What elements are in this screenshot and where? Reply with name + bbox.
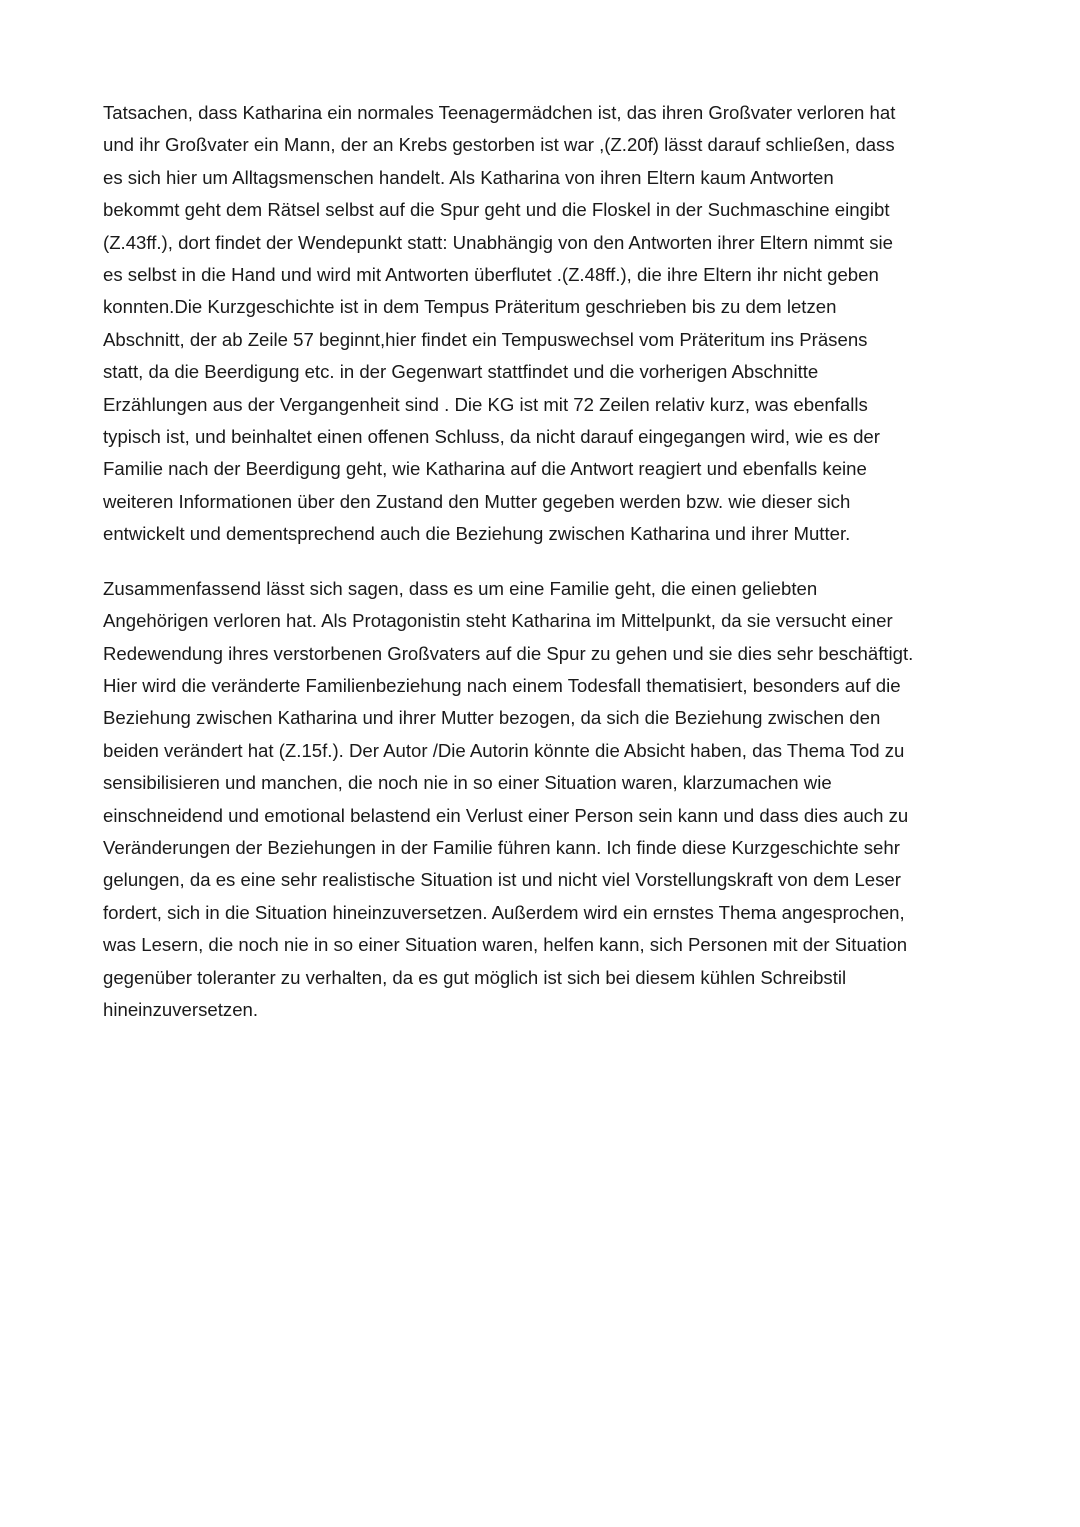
paragraph: Tatsachen, dass Katharina ein normales Teenagermädchen ist, das ihren Großvater verloren hat und ihr Großvater ein Mann, der an Krebs gestorben ist war ,(Z.20f) lässt darauf schließen, dass es sich hier um Alltagsmenschen handelt. Als Katharina von ihren Eltern kaum Antworten bekommt geht dem Rätsel selbst auf die Spur geht und die Floskel in der Suchmaschine eingibt (Z.43ff.), dort findet der Wendepunkt statt: Unabhängig von den Antworten ihrer Eltern nimmt sie es selbst in die Hand und wird mit Antworten überflutet .(Z.48ff.), die ihre Eltern ihr nicht geben konnten.Die Kurzgeschichte ist in dem Tempus Präteritum geschrieben bis zu dem letzen Abschnitt, der ab Zeile 57 beginnt,hier findet ein Tempuswechsel vom Präteritum ins Präsens statt, da die Beerdigung etc. in der Gegenwart stattfindet und die vorherigen Abschnitte Erzählungen aus der Vergangenheit sind . Die KG ist mit 72 Zeilen relativ kurz, was ebenfalls typisch ist, und beinhaltet einen offenen Schluss, da nicht darauf eingegangen wird, wie es der Familie nach der Beerdigung geht, wie Katharina auf die Antwort reagiert und ebenfalls keine weiteren Informationen über den Zustand den Mutter gegeben werden bzw. wie dieser sich entwickelt und dementsprechend auch die Beziehung zwischen Katharina und ihrer Mutter. xyxy=(103,102,896,545)
paragraph: Zusammenfassend lässt sich sagen, dass es um eine Familie geht, die einen geliebten Angehörigen verloren hat. Als Protagonistin steht Katharina im Mittelpunkt, da sie versucht einer Redewendung ihres verstorbenen Großvaters auf die Spur zu gehen und sie dies sehr beschäftigt. Hier wird die veränderte Familienbeziehung nach einem Todesfall thematisiert, besonders auf die Beziehung zwischen Katharina und ihrer Mutter bezogen, da sich die Beziehung zwischen den beiden verändert hat (Z.15f.). Der Autor /Die Autorin könnte die Absicht haben, das Thema Tod zu sensibilisieren und manchen, die noch nie in so einer Situation waren, klarzumachen wie einschneidend und emotional belastend ein Verlust einer Person sein kann und dass dies auch zu Veränderungen der Beziehungen in der Familie führen kann. Ich finde diese Kurzgeschichte sehr gelungen, da es eine sehr realistische Situation ist und nicht viel Vorstellungskraft von dem Leser fordert, sich in die Situation hineinzuversetzen. Außerdem wird ein ernstes Thema angesprochen, was Lesern, die noch nie in so einer Situation waren, helfen kann, sich Personen mit der Situation gegenüber toleranter zu verhalten, da es gut möglich ist sich bei diesem kühlen Schreibstil hineinzuversetzen. xyxy=(103,577,914,1020)
document-page xyxy=(103,97,983,1026)
